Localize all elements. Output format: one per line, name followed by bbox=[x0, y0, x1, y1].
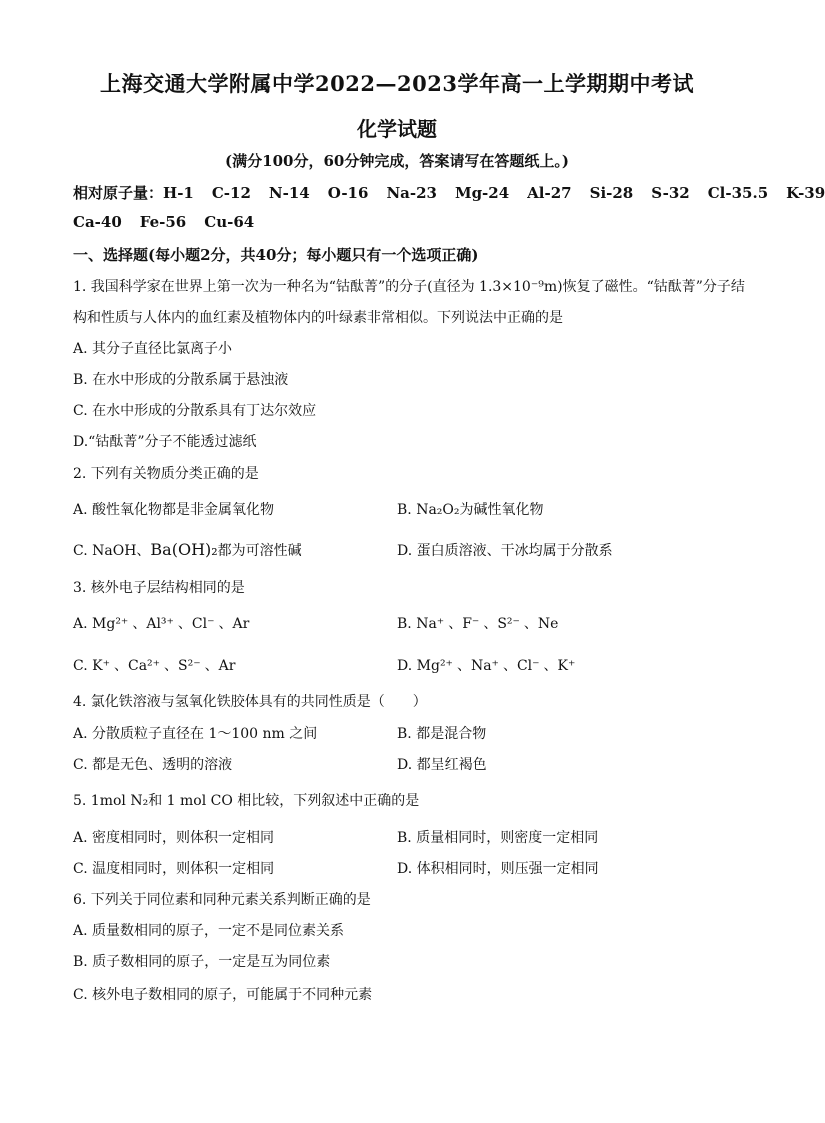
q3-stem: 3. 核外电子层结构相同的是 bbox=[73, 580, 245, 596]
q6-option-b[interactable]: B. 质子数相同的原子，一定是互为同位素 bbox=[73, 954, 331, 970]
atomic-mass-item: Al-27 bbox=[527, 184, 572, 202]
q3-option-b[interactable]: B. Na⁺ 、F⁻ 、S²⁻ 、Ne bbox=[397, 616, 559, 632]
q5-option-d[interactable]: D. 体积相同时，则压强一定相同 bbox=[397, 861, 599, 877]
q4-option-b[interactable]: B. 都是混合物 bbox=[397, 726, 487, 742]
exam-subject: 化学试题 bbox=[357, 117, 437, 141]
atomic-mass-label: 相对原子量： bbox=[73, 184, 164, 202]
q3-option-c[interactable]: C. K⁺ 、Ca²⁺ 、S²⁻ 、Ar bbox=[73, 658, 236, 674]
q1-option-a[interactable]: A. 其分子直径比氯离子小 bbox=[73, 341, 233, 357]
option-label: C. bbox=[73, 658, 88, 674]
atomic-mass-item: N-14 bbox=[268, 184, 310, 202]
ion: Na⁺ bbox=[416, 616, 445, 632]
q1-option-c[interactable]: C. 在水中形成的分散系具有丁达尔效应 bbox=[73, 403, 317, 419]
q2-option-c[interactable] bbox=[73, 540, 302, 560]
option-label: B. bbox=[397, 502, 417, 518]
option-label: A. bbox=[73, 616, 88, 632]
ion: Cl⁻ bbox=[191, 616, 215, 632]
option-label: B. bbox=[397, 616, 412, 632]
q6-option-a[interactable]: A. 质量数相同的原子，一定不是同位素关系 bbox=[73, 923, 345, 939]
ion: F⁻ bbox=[462, 616, 480, 632]
ion: Ar bbox=[218, 658, 236, 674]
atomic-mass-item: C-12 bbox=[211, 184, 251, 202]
q1-option-d[interactable]: D.“钴酞菁”分子不能透过滤纸 bbox=[73, 434, 257, 450]
ion: Ca²⁺ bbox=[127, 658, 161, 674]
atomic-mass-item: H-1 bbox=[163, 184, 194, 202]
exam-note: (满分100分，60分钟完成，答案请写在答题纸上。) bbox=[225, 152, 569, 170]
atomic-mass-item: Fe-56 bbox=[139, 213, 187, 231]
ion: Al³⁺ bbox=[146, 616, 174, 632]
q5-option-c[interactable]: C. 温度相同时，则体积一定相同 bbox=[73, 861, 275, 877]
ion: K⁺ bbox=[557, 658, 576, 674]
q4-option-c[interactable]: C. 都是无色、透明的溶液 bbox=[73, 757, 233, 773]
option-text: 为碱性氧化物 bbox=[459, 502, 544, 518]
atomic-mass-row-2 bbox=[73, 213, 254, 231]
atomic-mass-item: Mg-24 bbox=[454, 184, 510, 202]
ion: Mg²⁺ bbox=[416, 658, 453, 674]
atomic-mass-item: Cl-35.5 bbox=[707, 184, 769, 202]
q2-option-d[interactable]: D. 蛋白质溶液、干冰均属于分散系 bbox=[397, 543, 613, 559]
q5-option-b[interactable]: B. 质量相同时，则密度一定相同 bbox=[397, 830, 599, 846]
option-text: 都为可溶性碱 bbox=[217, 543, 302, 559]
q6-stem: 6. 下列关于同位素和同种元素关系判断正确的是 bbox=[73, 892, 371, 908]
atomic-mass-item: Na-23 bbox=[386, 184, 437, 202]
q2-stem: 2. 下列有关物质分类正确的是 bbox=[73, 466, 259, 482]
q2-option-b[interactable] bbox=[397, 499, 544, 519]
formula-baoh2: Ba(OH)₂ bbox=[150, 540, 218, 559]
formula-na2o2: Na₂O₂ bbox=[416, 502, 460, 518]
q4-option-d[interactable]: D. 都呈红褐色 bbox=[397, 757, 487, 773]
atomic-mass-item: Cu-64 bbox=[204, 213, 255, 231]
atomic-mass-item: S-32 bbox=[651, 184, 690, 202]
q1-option-b[interactable]: B. 在水中形成的分散系属于悬浊液 bbox=[73, 372, 289, 388]
atomic-mass-item: K-39 bbox=[786, 184, 825, 202]
q4-option-a[interactable]: A. 分散质粒子直径在 1～100 nm 之间 bbox=[73, 726, 318, 742]
ion: Cl⁻ bbox=[516, 658, 540, 674]
option-text: C. NaOH、 bbox=[73, 543, 151, 559]
q3-option-d[interactable]: D. Mg²⁺ 、Na⁺ 、Cl⁻ 、K⁺ bbox=[397, 658, 576, 674]
exam-title: 上海交通大学附属中学2022—2023学年高一上学期期中考试 bbox=[100, 71, 694, 96]
q5-stem: 5. 1mol N₂和 1 mol CO 相比较，下列叙述中正确的是 bbox=[73, 793, 420, 809]
q4-stem: 4. 氯化铁溶液与氢氧化铁胶体具有的共同性质是（ ） bbox=[73, 694, 427, 710]
section-heading: 一、选择题(每小题2分，共40分；每小题只有一个选项正确) bbox=[73, 246, 479, 264]
option-label: D. bbox=[397, 658, 413, 674]
atomic-mass-item: Si-28 bbox=[589, 184, 634, 202]
atomic-mass-item: O-16 bbox=[327, 184, 369, 202]
q2-option-a[interactable]: A. 酸性氧化物都是非金属氧化物 bbox=[73, 502, 275, 518]
ion: Ne bbox=[537, 616, 559, 632]
ion: Na⁺ bbox=[470, 658, 499, 674]
ion: Mg²⁺ bbox=[92, 616, 129, 632]
q3-option-a[interactable]: A. Mg²⁺ 、Al³⁺ 、Cl⁻ 、Ar bbox=[73, 616, 250, 632]
ion: Ar bbox=[232, 616, 250, 632]
ion: S²⁻ bbox=[497, 616, 520, 632]
atomic-mass-item: Ca-40 bbox=[73, 213, 122, 231]
ion: S²⁻ bbox=[178, 658, 201, 674]
ion: K⁺ bbox=[92, 658, 110, 674]
q1-stem-line-2: 构和性质与人体内的血红素及植物体内的叶绿素非常相似。下列说法中正确的是 bbox=[73, 310, 563, 326]
q6-option-c[interactable]: C. 核外电子数相同的原子，可能属于不同种元素 bbox=[73, 987, 373, 1003]
q5-option-a[interactable]: A. 密度相同时，则体积一定相同 bbox=[73, 830, 275, 846]
q1-stem-line-1: 1. 我国科学家在世界上第一次为一种名为“钴酞菁”的分子(直径为 1.3×10⁻⁹m)恢复了磁性。“钴酞菁”分子结 bbox=[73, 279, 745, 295]
atomic-mass-row-1 bbox=[73, 182, 825, 203]
